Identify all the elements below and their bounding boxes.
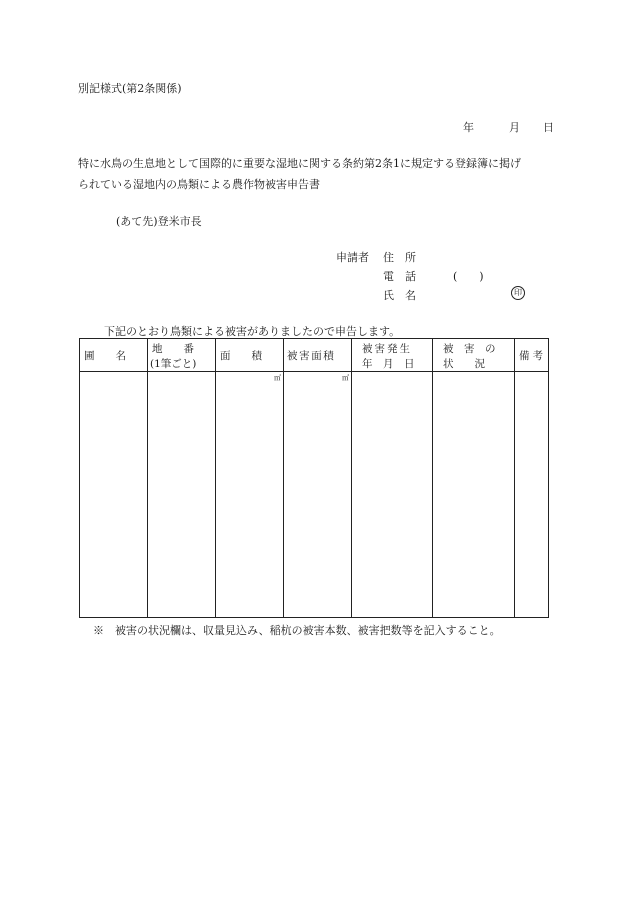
header-damage-date-label: 被害発生 <box>362 343 412 355</box>
addressee: (あて先)登米市長 <box>116 215 202 228</box>
cell-remarks[interactable] <box>515 372 549 618</box>
day-label: 日 <box>543 121 554 134</box>
document-title-line-2: られている湿地内の鳥類による農作物被害申告書 <box>78 178 320 191</box>
address-label: 住 所 <box>383 251 416 264</box>
intro-text: 下記のとおり鳥類による被害がありましたので申告します。 <box>104 325 401 338</box>
header-area <box>216 339 284 372</box>
header-lot-label: 地 番 <box>152 343 194 355</box>
seal-mark: 印 <box>511 286 525 300</box>
header-lot-number <box>148 339 216 372</box>
cell-damage-date[interactable] <box>352 372 433 618</box>
header-damage-area <box>284 339 352 372</box>
header-damage-status <box>433 339 515 372</box>
cell-area[interactable] <box>216 372 284 618</box>
phone-area-code-parentheses: ( ) <box>453 270 484 283</box>
applicant-label: 申請者 <box>336 251 369 264</box>
unit-square-meter: ㎡ <box>274 374 281 382</box>
header-lot-sub-label: (1筆ごと) <box>150 358 197 370</box>
phone-label: 電 話 <box>383 270 416 283</box>
form-reference: 別記様式(第2条関係) <box>78 82 182 95</box>
damage-table <box>79 338 549 618</box>
month-label: 月 <box>509 121 520 134</box>
cell-lot-number[interactable] <box>148 372 216 618</box>
footnote: ※ 被害の状況欄は、収量見込み、稲杭の被害本数、被害把数等を記入すること。 <box>93 624 501 637</box>
header-field-name <box>80 339 148 372</box>
header-area-label: 面 積 <box>220 350 262 362</box>
table-header-row <box>80 339 549 372</box>
unit-square-meter: ㎡ <box>342 374 349 382</box>
cell-field-name[interactable] <box>80 372 148 618</box>
header-damage-date <box>352 339 433 372</box>
header-damage-status-label: 被 害 の <box>443 343 496 355</box>
document-title-line-1: 特に水鳥の生息地として国際的に重要な湿地に関する条約第2条1に規定する登録簿に掲げ <box>78 157 521 170</box>
header-remarks <box>515 339 549 372</box>
header-damage-status-sub-label: 状 況 <box>443 358 485 370</box>
table-row <box>80 372 549 618</box>
cell-damage-area[interactable] <box>284 372 352 618</box>
name-label: 氏 名 <box>383 289 416 302</box>
year-label: 年 <box>463 121 474 134</box>
header-field-name-label: 圃 名 <box>84 350 126 362</box>
header-damage-date-sub-label: 年 月 日 <box>362 358 415 370</box>
cell-damage-status[interactable] <box>433 372 515 618</box>
header-remarks-label: 備考 <box>519 350 546 362</box>
header-damage-area-label: 被害面積 <box>287 350 336 362</box>
date-line <box>463 119 554 135</box>
